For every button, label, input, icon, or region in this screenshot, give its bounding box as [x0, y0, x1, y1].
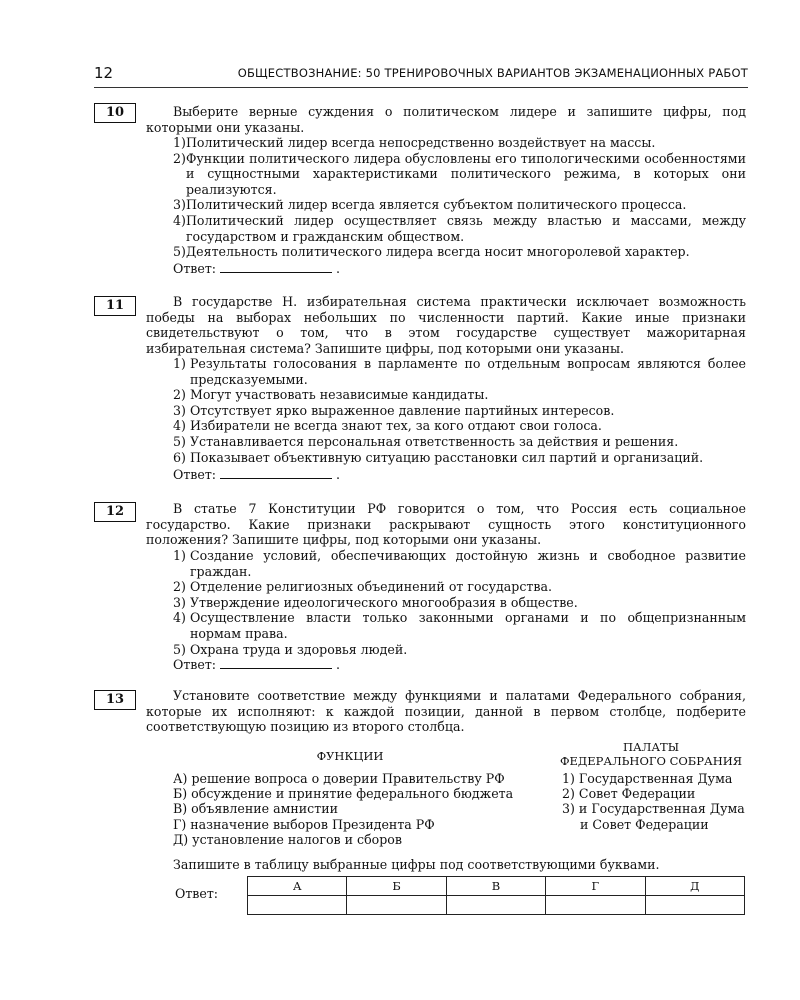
answer-label: Ответ: [173, 467, 217, 482]
table-header-cell: Д [645, 877, 744, 896]
option-number: 5) [173, 641, 190, 657]
option-text: Показывает объективную ситуацию расстановки сил партий и организаций. [189, 449, 704, 465]
question-text [146, 104, 746, 135]
chamber-item: 2) Совет Федерации [562, 786, 696, 802]
header-rule [94, 87, 748, 88]
column-heading-line: ПАЛАТЫ [622, 740, 680, 754]
option [173, 356, 746, 387]
instruction-text: Запишите в таблицу выбранные цифры под соответствующими буквами. [173, 857, 660, 872]
option-text: Деятельность политического лидера всегда носит многоролевой характер. [185, 244, 690, 260]
option-text: Политический лидер всегда непосредственно воздействует на массы. [185, 135, 656, 150]
option [173, 450, 746, 466]
option-number: 4) [173, 610, 190, 626]
option [173, 197, 746, 213]
question-text [146, 294, 746, 356]
function-item: В) объявление амнистии [173, 801, 338, 817]
option-number: 4) [173, 212, 186, 228]
option [173, 244, 746, 260]
option-number: 6) [173, 449, 190, 465]
question-number-box: 10 [94, 103, 136, 123]
option-number: 2) [173, 150, 186, 166]
answer-line: Ответ: . [173, 261, 341, 276]
table-header-cell: В [446, 877, 545, 896]
page-number: 12 [94, 64, 114, 82]
function-item: Д) установление налогов и сборов [173, 831, 402, 847]
option [173, 642, 746, 658]
option-text: Политический лидер всегда является субъектом политического процесса. [185, 197, 687, 213]
answer-table [247, 876, 745, 915]
table-header-cell: Г [546, 877, 645, 896]
chamber-item: 3) и Государственная Дума [562, 801, 745, 817]
answer-cell[interactable] [645, 896, 744, 915]
chambers-column [562, 771, 745, 832]
option [173, 213, 746, 244]
option [173, 595, 746, 611]
question-number-box: 11 [94, 296, 136, 316]
option-text: Функции политического лидера обусловлены его типологическими особенностями и сущностными характеристиками политического режима, в которых они реализуются. [185, 150, 746, 197]
option-number: 2) [173, 579, 190, 595]
question-text-content: В статье 7 Конституции РФ говорится о том, что Россия есть социальное государство. Какие признаки раскрывают сущность этого конституционного положения? Запишите цифры, под которыми они указаны. [146, 501, 746, 548]
option-text: Могут участвовать независимые кандидаты. [189, 387, 489, 403]
answer-label: Ответ: [175, 886, 219, 901]
option [173, 151, 746, 198]
column-heading-functions: ФУНКЦИИ [316, 749, 384, 763]
option-number: 3) [173, 402, 190, 418]
answer-field[interactable] [220, 468, 332, 479]
option [173, 403, 746, 419]
function-item: А) решение вопроса о доверии Правительству РФ [173, 771, 505, 786]
question-number-box: 13 [94, 690, 136, 710]
question-text-content: В государстве Н. избирательная система практически исключает возможность победы на выборах небольших по численности партий. Какие иные признаки свидетельствуют о том, что в этом государстве существует мажоритарная избирательная система? Запишите цифры, под которыми они указаны. [146, 294, 746, 356]
answer-label: Ответ: [173, 657, 217, 672]
option [173, 610, 746, 641]
answer-cell[interactable] [347, 896, 446, 915]
chamber-item: и Совет Федерации [580, 816, 709, 832]
answer-line: Ответ: . [173, 657, 341, 672]
answer-line: Ответ: . [173, 467, 341, 482]
answer-cell[interactable] [248, 896, 347, 915]
chamber-item: 1) Государственная Дума [562, 771, 733, 786]
running-title: ОБЩЕСТВОЗНАНИЕ: 50 ТРЕНИРОВОЧНЫХ ВАРИАНТОВ ЭКЗАМЕНАЦИОННЫХ РАБОТ [237, 66, 748, 80]
option [173, 135, 746, 151]
answer-field[interactable] [220, 658, 332, 669]
option-text: Устанавливается персональная ответственность за действия и решения. [189, 433, 679, 449]
options-list [173, 356, 746, 465]
option [173, 548, 746, 579]
option-number: 5) [173, 244, 186, 260]
function-item: Г) назначение выборов Президента РФ [173, 816, 435, 832]
options-list [173, 548, 746, 657]
question-text-content: Выберите верные суждения о политическом лидере и запишите цифры, под которыми они указаны. [146, 104, 746, 135]
answer-field[interactable] [220, 262, 332, 273]
option-number: 1) [173, 356, 190, 371]
option-number: 1) [173, 548, 190, 563]
functions-column [173, 771, 513, 847]
option-text: Осуществление власти только законными органами и по общепризнанным нормам права. [189, 610, 746, 641]
option-text: Отделение религиозных объединений от государства. [189, 579, 552, 595]
answer-label: Ответ: [173, 261, 217, 276]
column-heading-chambers [553, 740, 749, 768]
question-text-content: Установите соответствие между функциями и палатами Федерального собрания, которые их исполняют: к каждой позиции, данной в первом столбце, подберите соответствующую позицию из второго столбца. [146, 688, 746, 735]
option-number: 2) [173, 387, 190, 403]
option-number: 3) [173, 594, 190, 610]
column-heading-line: ФЕДЕРАЛЬНОГО СОБРАНИЯ [559, 754, 743, 768]
option-text: Избиратели не всегда знают тех, за кого отдают свои голоса. [189, 418, 602, 434]
question-text [146, 688, 746, 735]
option [173, 418, 746, 434]
table-instruction [146, 857, 746, 873]
option-number: 5) [173, 433, 190, 449]
option-text: Отсутствует ярко выраженное давление партийных интересов. [189, 402, 615, 418]
table-header-cell: Б [347, 877, 446, 896]
option [173, 579, 746, 595]
function-item: Б) обсуждение и принятие федерального бюджета [173, 786, 514, 802]
answer-cell[interactable] [546, 896, 645, 915]
answer-table-header-row [248, 877, 745, 896]
option [173, 434, 746, 450]
table-header-cell: А [248, 877, 347, 896]
option [173, 387, 746, 403]
option-text: Охрана труда и здоровья людей. [189, 641, 408, 657]
option-number: 1) [173, 135, 186, 150]
option-number: 3) [173, 197, 186, 213]
page-header [94, 64, 748, 86]
options-list [173, 135, 746, 260]
option-text: Результаты голосования в парламенте по отдельным вопросам являются более предсказуемыми. [189, 356, 746, 387]
option-text: Создание условий, обеспечивающих достойную жизнь и свободное развитие граждан. [189, 548, 746, 579]
question-text [146, 501, 746, 548]
option-number: 4) [173, 418, 190, 434]
question-number-box: 12 [94, 502, 136, 522]
option-text: Утверждение идеологического многообразия в обществе. [189, 594, 578, 610]
answer-cell[interactable] [446, 896, 545, 915]
option-text: Политический лидер осуществляет связь между властью и массами, между государством и гражданским обществом. [185, 212, 746, 244]
answer-table-input-row [248, 896, 745, 915]
